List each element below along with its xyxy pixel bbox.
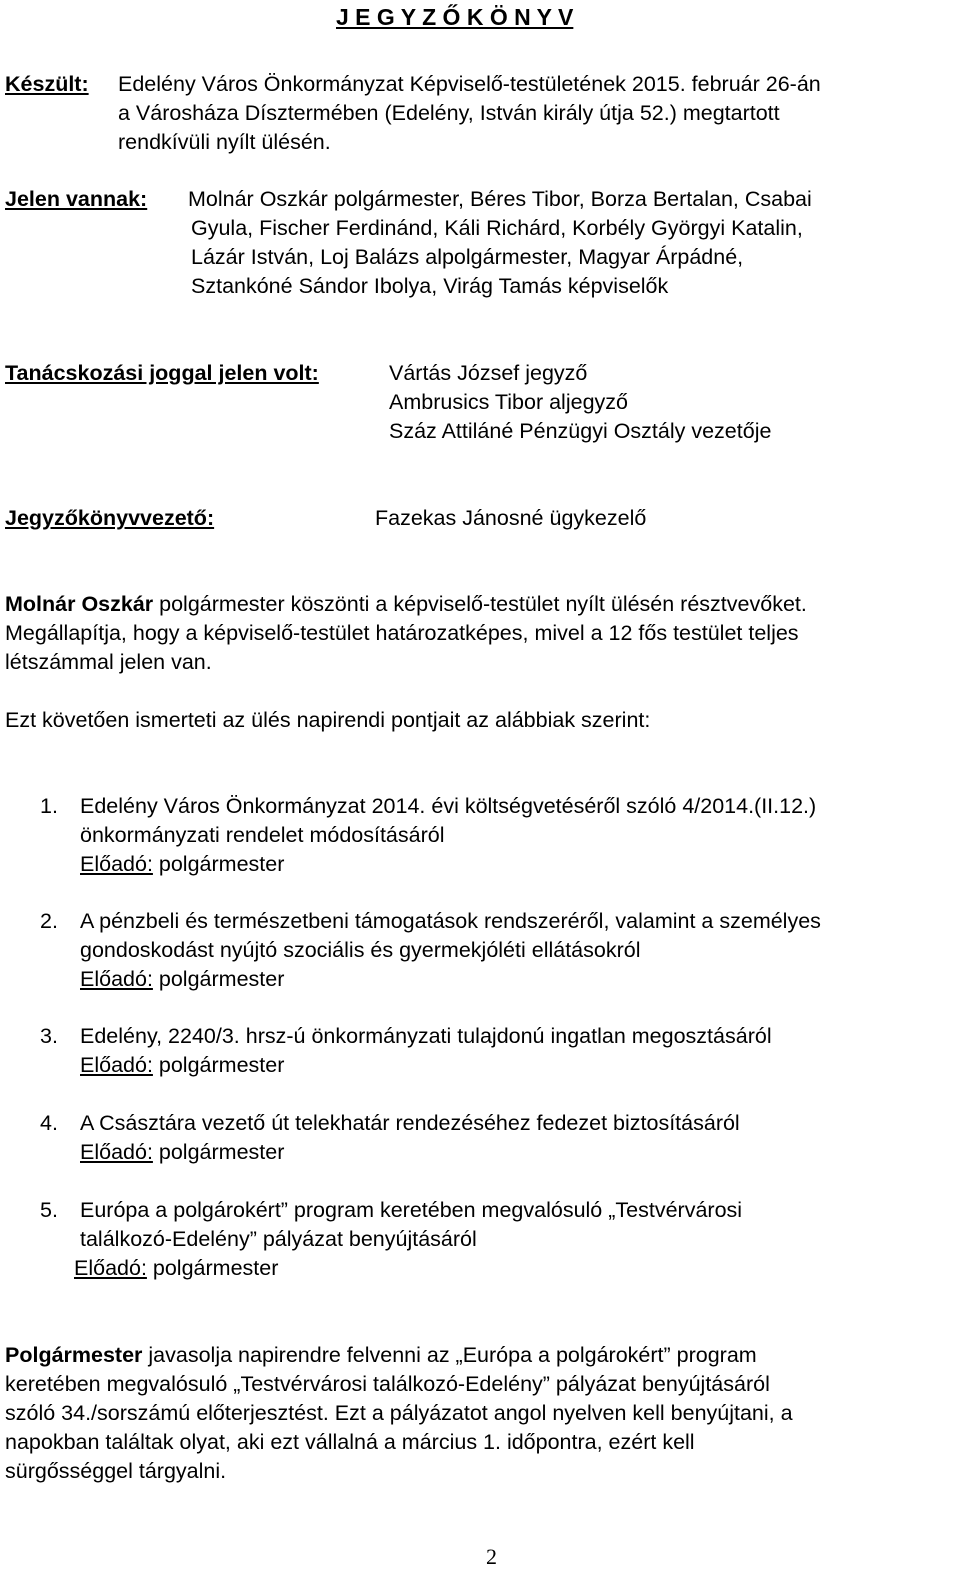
agenda-item-number: 3.	[40, 1024, 58, 1048]
agenda-item-line: A Császtára vezető út telekhatár rendezéséhez fedezet biztosításáról	[80, 1111, 740, 1135]
closing-line-1	[5, 1341, 954, 1370]
presenter-value: polgármester	[152, 852, 285, 876]
closing-bold: Polgármester	[5, 1343, 143, 1367]
closing-line-2: keretében megvalósuló „Testvérvárosi találkozó-Edelény” pályázat benyújtásáról	[5, 1372, 770, 1396]
agenda-item-3	[40, 1022, 954, 1080]
presenter-value: polgármester	[152, 1140, 285, 1164]
agenda-item-1	[40, 792, 954, 879]
presenter-label: Előadó:	[80, 1053, 153, 1077]
agenda-item-line: Edelény Város Önkormányzat 2014. évi költségvetéséről szóló 4/2014.(II.12.)	[80, 794, 817, 818]
keszult-label: Készült:	[5, 72, 89, 96]
presenter-value: polgármester	[152, 967, 285, 991]
agenda-item-2	[40, 907, 954, 994]
closing-line-1-rest: javasolja napirendre felvenni az „Európa a polgárokért” program	[142, 1343, 757, 1367]
agenda-item-number: 5.	[40, 1198, 58, 1222]
presenter-label: Előadó:	[74, 1256, 147, 1280]
tanacskozasi-line-3: Száz Attiláné Pénzügyi Osztály vezetője	[389, 419, 772, 443]
agenda-item-presenter	[80, 1051, 284, 1080]
agenda-item-number: 4.	[40, 1111, 58, 1135]
agenda-item-presenter	[74, 1254, 278, 1283]
presenter-label: Előadó:	[80, 967, 153, 991]
agenda-item-presenter	[80, 965, 284, 994]
tanacskozasi-line-1: Vártás József jegyző	[389, 361, 588, 385]
presenter-value: polgármester	[146, 1256, 279, 1280]
presenter-label: Előadó:	[80, 1140, 153, 1164]
keszult-line-1: Edelény Város Önkormányzat Képviselő-testületének 2015. február 26-án	[118, 72, 821, 96]
jelen-line-2: Gyula, Fischer Ferdinánd, Káli Richárd, Korbély Györgyi Katalin,	[191, 216, 803, 240]
agenda-item-line: önkormányzati rendelet módosításáról	[80, 823, 445, 847]
agenda-item-line: Edelény, 2240/3. hrsz-ú önkormányzati tulajdonú ingatlan megosztásáról	[80, 1024, 772, 1048]
opening-line-1-rest: polgármester köszönti a képviselő-testület nyílt ülésén résztvevőket.	[153, 592, 807, 616]
opening-name: Molnár Oszkár	[5, 592, 154, 616]
agenda-intro: Ezt követően ismerteti az ülés napirendi pontjait az alábbiak szerint:	[5, 708, 651, 732]
keszult-line-3: rendkívüli nyílt ülésén.	[118, 130, 331, 154]
presenter-value: polgármester	[152, 1053, 285, 1077]
agenda-item-line: gondoskodást nyújtó szociális és gyermekjóléti ellátásokról	[80, 938, 641, 962]
agenda-item-number: 2.	[40, 909, 58, 933]
opening-line-1	[5, 590, 954, 619]
presenter-label: Előadó:	[80, 852, 153, 876]
jelen-line-3: Lázár István, Loj Balázs alpolgármester, Magyar Árpádné,	[191, 245, 744, 269]
tanacskozasi-label: Tanácskozási joggal jelen volt:	[5, 361, 319, 385]
closing-line-5: sürgősséggel tárgyalni.	[5, 1459, 227, 1483]
agenda-item-4	[40, 1109, 954, 1167]
keszult-line-2: a Városháza Dísztermében (Edelény, István király útja 52.) megtartott	[118, 101, 780, 125]
closing-line-3: szóló 34./sorszámú előterjesztést. Ezt a pályázatot angol nyelven kell benyújtani, a	[5, 1401, 793, 1425]
opening-line-2: Megállapítja, hogy a képviselő-testület határozatképes, mivel a 12 fős testület teljes	[5, 621, 799, 645]
agenda-item-line: Európa a polgárokért” program keretében megvalósuló „Testvérvárosi	[80, 1198, 743, 1222]
agenda-item-number: 1.	[40, 794, 58, 818]
agenda-item-presenter	[80, 850, 284, 879]
tanacskozasi-line-2: Ambrusics Tibor aljegyző	[389, 390, 628, 414]
document-title: J E G Y Z Ő K Ö N Y V	[336, 4, 574, 30]
opening-line-3: létszámmal jelen van.	[5, 650, 212, 674]
jegyzokonyvvezeto-value: Fazekas Jánosné ügykezelő	[375, 506, 647, 530]
page-number: 2	[486, 1544, 497, 1569]
jelen-line-4: Sztankóné Sándor Ibolya, Virág Tamás képviselők	[191, 274, 669, 298]
agenda-item-presenter	[80, 1138, 284, 1167]
jelen-label: Jelen vannak:	[5, 187, 148, 211]
jelen-line-1: Molnár Oszkár polgármester, Béres Tibor, Borza Bertalan, Csabai	[188, 187, 812, 211]
agenda-item-line: A pénzbeli és természetbeni támogatások rendszeréről, valamint a személyes	[80, 909, 821, 933]
jegyzokonyvvezeto-label: Jegyzőkönyvvezető:	[5, 506, 215, 530]
agenda-item-5	[40, 1196, 954, 1283]
closing-line-4: napokban találtak olyat, aki ezt vállalná a március 1. időpontra, ezért kell	[5, 1430, 695, 1454]
agenda-item-line: találkozó-Edelény” pályázat benyújtásáról	[80, 1227, 477, 1251]
